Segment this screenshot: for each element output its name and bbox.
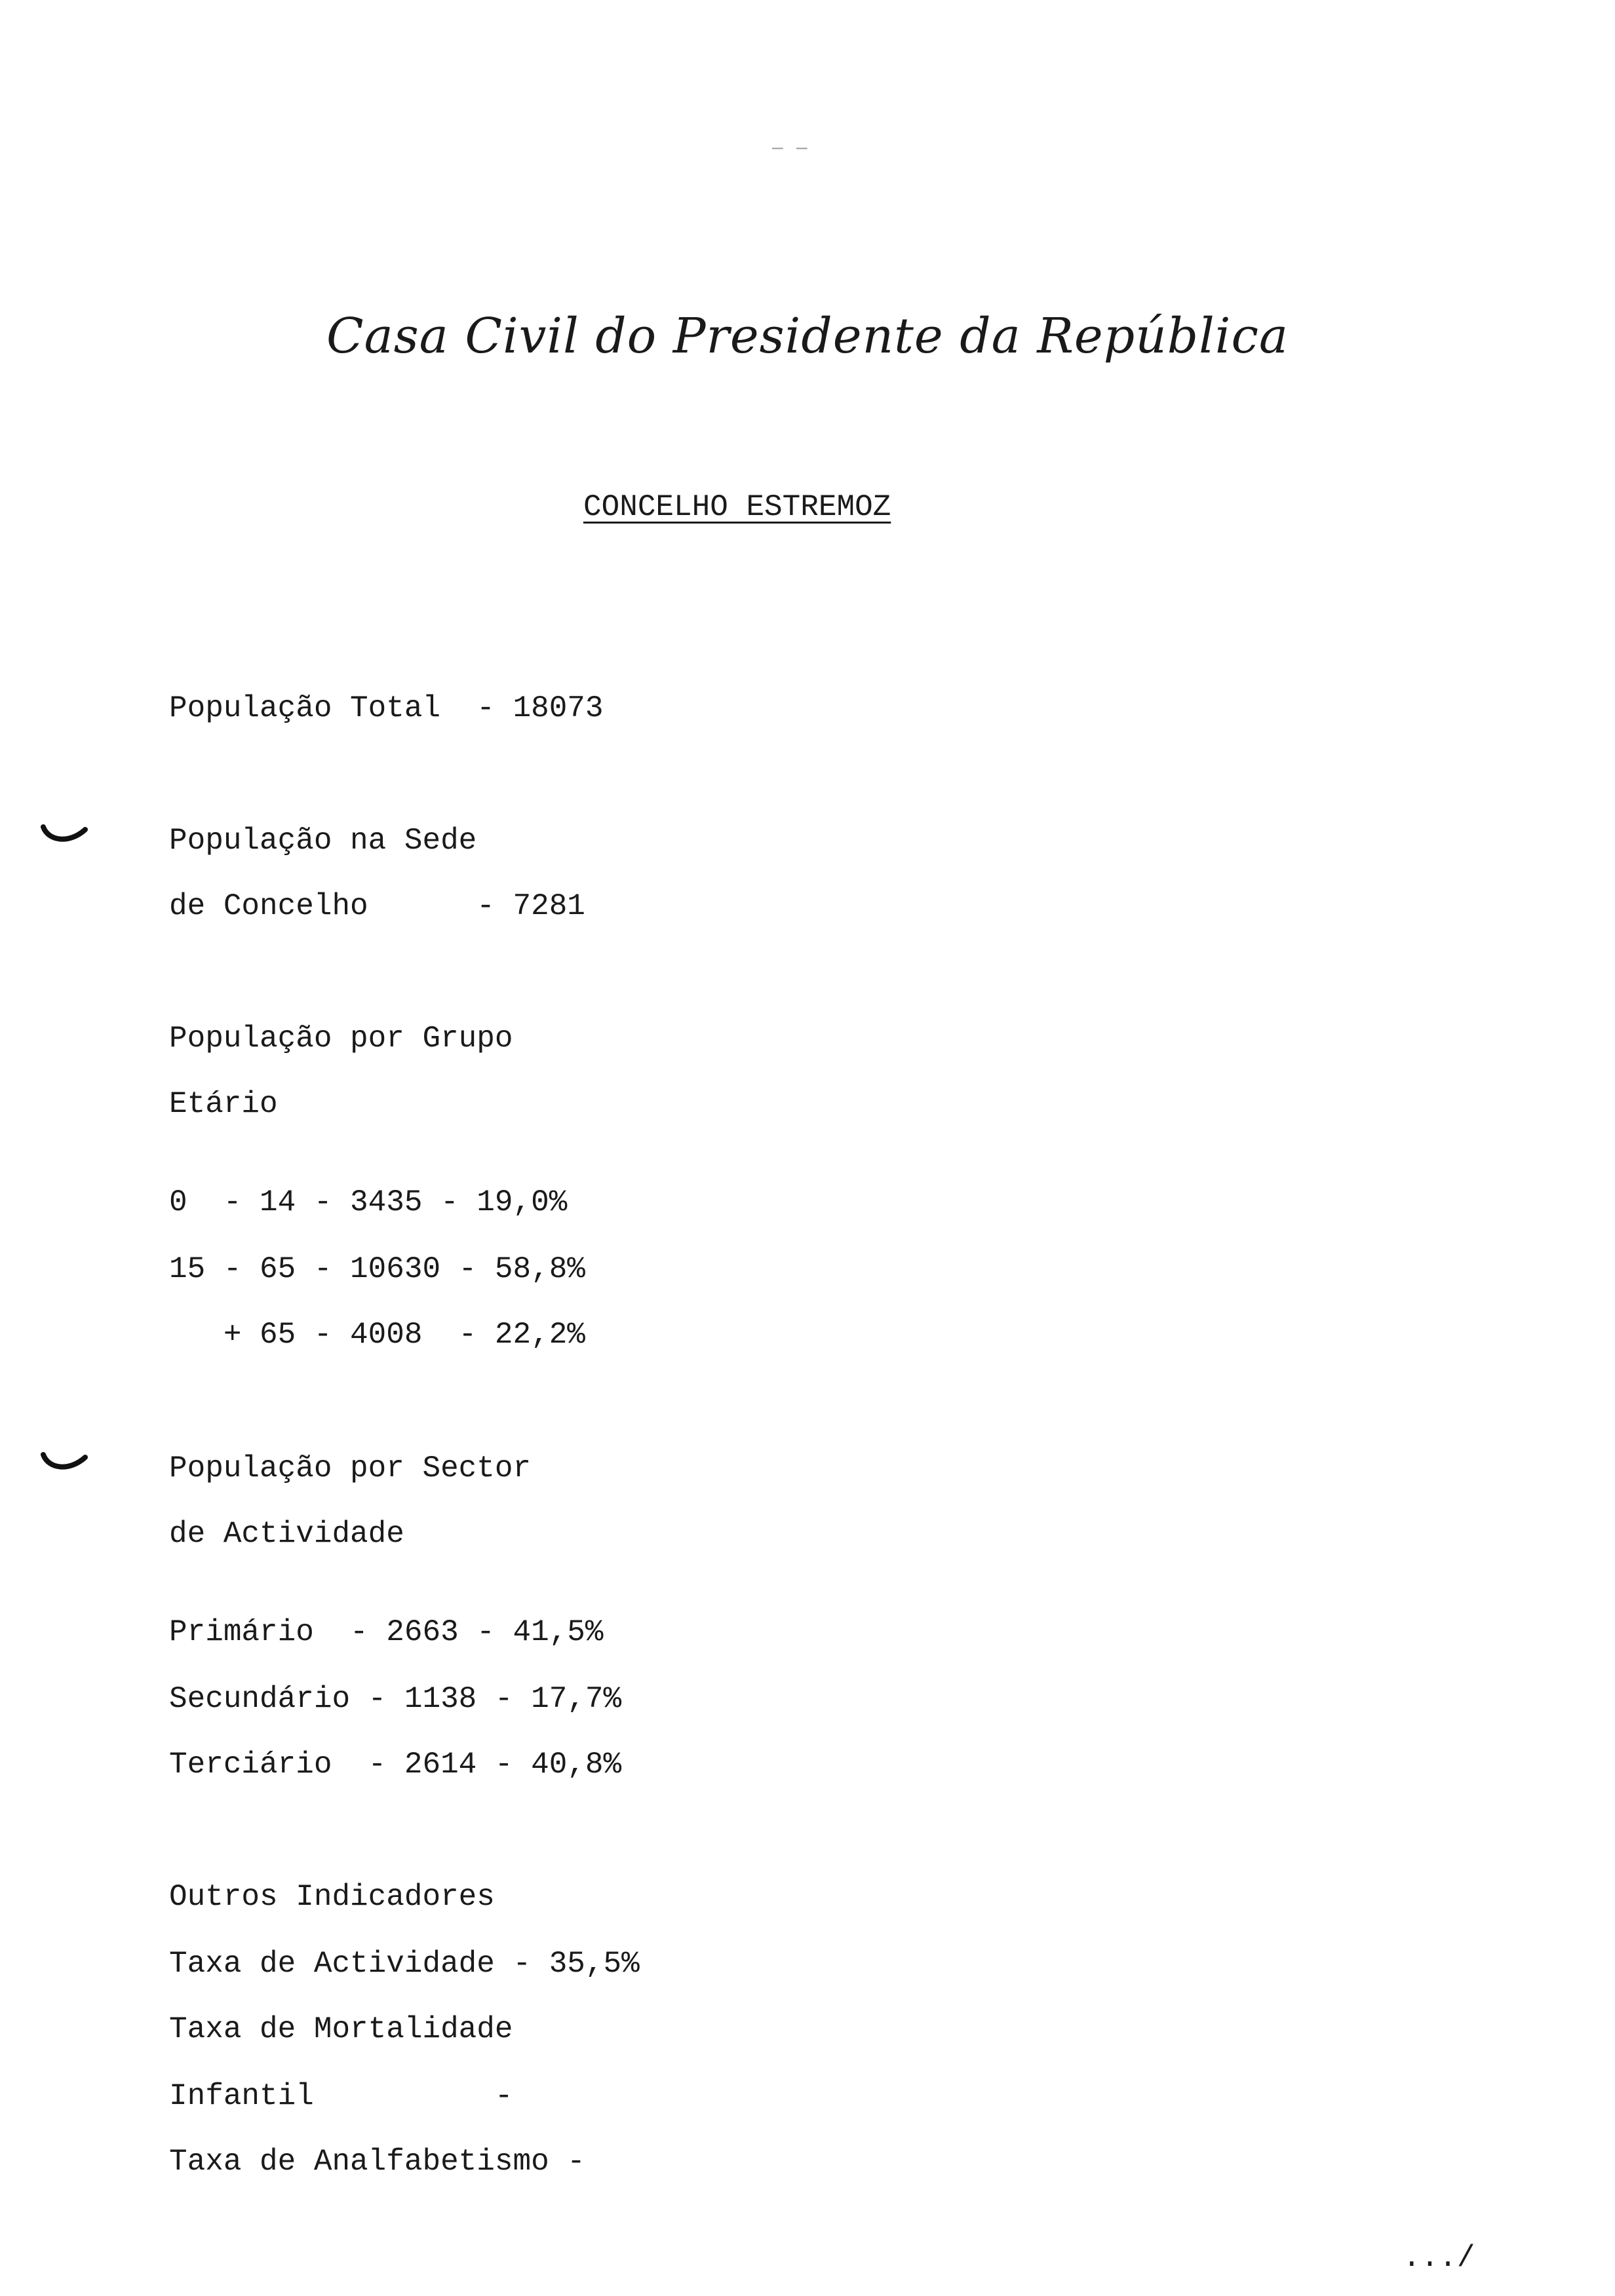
population-seat-label: População na Sede — [169, 824, 477, 858]
continuation-mark: .../ — [1403, 2241, 1475, 2275]
sector-row: Secundário - 1138 - 17,7% — [169, 1682, 622, 1716]
indicator-row: Taxa de Actividade - 35,5% — [169, 1947, 640, 1981]
indicator-row: Infantil - — [169, 2079, 513, 2113]
sector-heading-2: de Actividade — [169, 1517, 404, 1551]
age-group-row: + 65 - 4008 - 22,2% — [169, 1318, 585, 1352]
letterhead: Casa Civil do Presidente da República — [326, 308, 1289, 364]
document-title: CONCELHO ESTREMOZ — [583, 490, 891, 524]
population-total: População Total - 18073 — [169, 691, 604, 725]
other-indicators-heading: Outros Indicadores — [169, 1880, 495, 1914]
sector-row: Primário - 2663 - 41,5% — [169, 1615, 604, 1649]
check-mark-icon — [41, 824, 89, 843]
sector-row: Terciário - 2614 - 40,8% — [169, 1748, 622, 1782]
age-group-row: 15 - 65 - 10630 - 58,8% — [169, 1252, 585, 1286]
age-group-row: 0 - 14 - 3435 - 19,0% — [169, 1185, 568, 1219]
age-group-heading: População por Grupo — [169, 1022, 513, 1056]
indicator-row: Taxa de Mortalidade — [169, 2012, 513, 2046]
population-seat-value: de Concelho - 7281 — [169, 889, 585, 923]
indicator-row: Taxa de Analfabetismo - — [169, 2145, 585, 2179]
sector-heading: População por Sector — [169, 1451, 532, 1485]
header-mark: – – — [772, 136, 811, 158]
check-mark-icon — [41, 1452, 89, 1470]
age-group-heading-2: Etário — [169, 1087, 278, 1121]
